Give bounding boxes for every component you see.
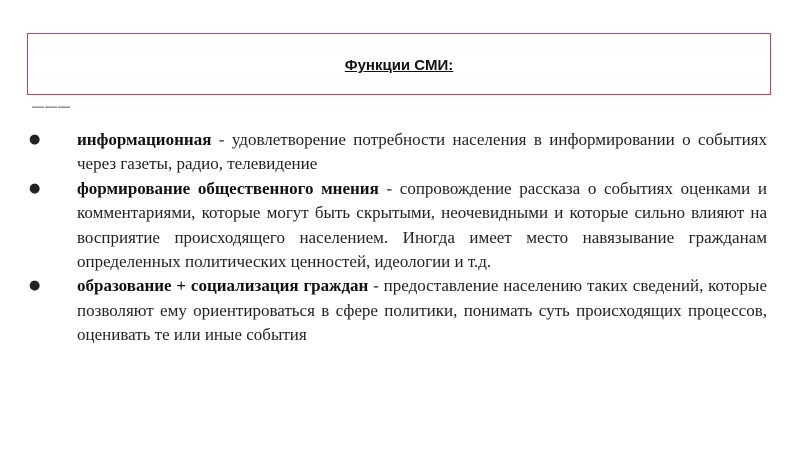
bullet-icon: ●	[29, 278, 41, 294]
bullet-icon: ●	[29, 132, 41, 147]
item-separator: -	[368, 276, 384, 296]
bullet-icon: ●	[29, 180, 41, 196]
item-term: образование + социализация граждан	[77, 276, 369, 296]
list-item	[29, 128, 767, 177]
title-box	[27, 33, 771, 95]
item-term: информационная	[77, 130, 212, 149]
item-text: удовлетворение потребности населения в информировании о событиях через газеты, радио, телевидение	[77, 130, 767, 174]
functions-list	[29, 128, 767, 348]
list-item	[29, 177, 767, 275]
item-text: сопровождение рассказа о событиях оценками и комментариями, которые могут быть скрытыми, неочевидными и которые сильно влияют на восприятие происходящего населением. Иногда имеет место навязывание гражданам определенных политических ценностей, идеологии и т.д.	[77, 178, 767, 272]
list-item	[29, 274, 767, 347]
item-separator: -	[211, 130, 232, 149]
page-title: Функции СМИ:	[344, 57, 454, 74]
item-separator: -	[378, 178, 400, 198]
dash-separator: ———	[32, 99, 71, 113]
item-term: формирование общественного мнения	[77, 178, 379, 198]
item-text: предоставление населению таких сведений, которые позволяют ему ориентироваться в сфере политики, понимать суть происходящих процессов, оценивать те или иные события	[77, 276, 767, 345]
